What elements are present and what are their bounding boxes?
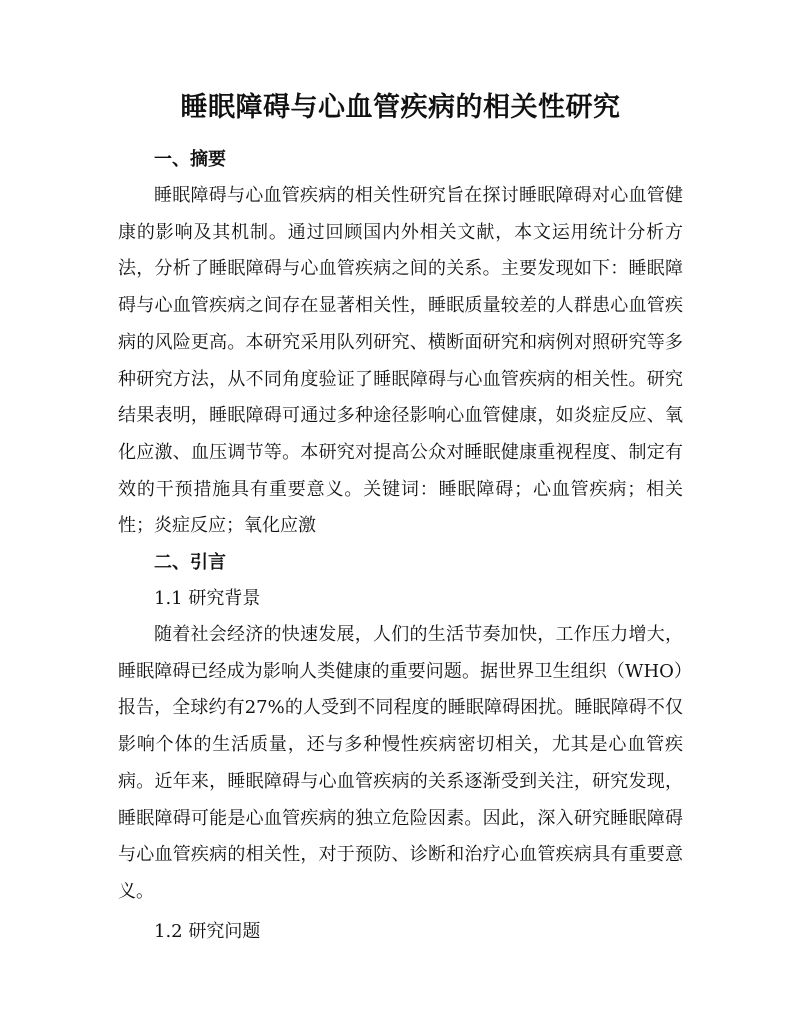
question-heading: 1.2 研究问题 — [154, 920, 261, 942]
background-heading: 1.1 研究背景 — [154, 588, 261, 610]
abstract-heading: 一、摘要 — [154, 149, 226, 170]
abstract-paragraph: 睡眠障碍与心血管疾病的相关性研究旨在探讨睡眠障碍对心血管健康的影响及其机制。通过回顾国内外相关文献，本文运用统计分析方法，分析了睡眠障碍与心血管疾病之间的关系。主要发现如下：睡眠障碍与心血管疾病之间存在显著相关性，睡眠质量较差的人群患心血管疾病的风险更高。本研究采用队列研究、横断面研究和病例对照研究等多种研究方法，从不同角度验证了睡眠障碍与心血管疾病的相关性。研究结果表明，睡眠障碍可通过多种途径影响心血管健康，如炎症反应、氧化应激、血压调节等。本研究对提高公众对睡眠健康重视程度、制定有效的干预措施具有重要意义。关键词：睡眠障碍；心血管疾病；相关性；炎症反应；氧化应激 — [118, 185, 683, 537]
intro-heading: 二、引言 — [154, 552, 226, 574]
background-paragraph: 随着社会经济的快速发展，人们的生活节奏加快，工作压力增大，睡眠障碍已经成为影响人类健康的重要问题。据世界卫生组织（WHO）报告，全球约有27%的人受到不同程度的睡眠障碍困扰。睡眠障碍不仅影响个体的生活质量，还与多种慢性疾病密切相关，尤其是心血管疾病。近年来，睡眠障碍与心血管疾病的关系逐渐受到关注，研究发现，睡眠障碍可能是心血管疾病的独立危险因素。因此，深入研究睡眠障碍与心血管疾病的相关性，对于预防、诊断和治疗心血管疾病具有重要意义。 — [118, 624, 683, 902]
document-title: 睡眠障碍与心血管疾病的相关性研究 — [180, 92, 621, 123]
document-page — [118, 88, 683, 950]
